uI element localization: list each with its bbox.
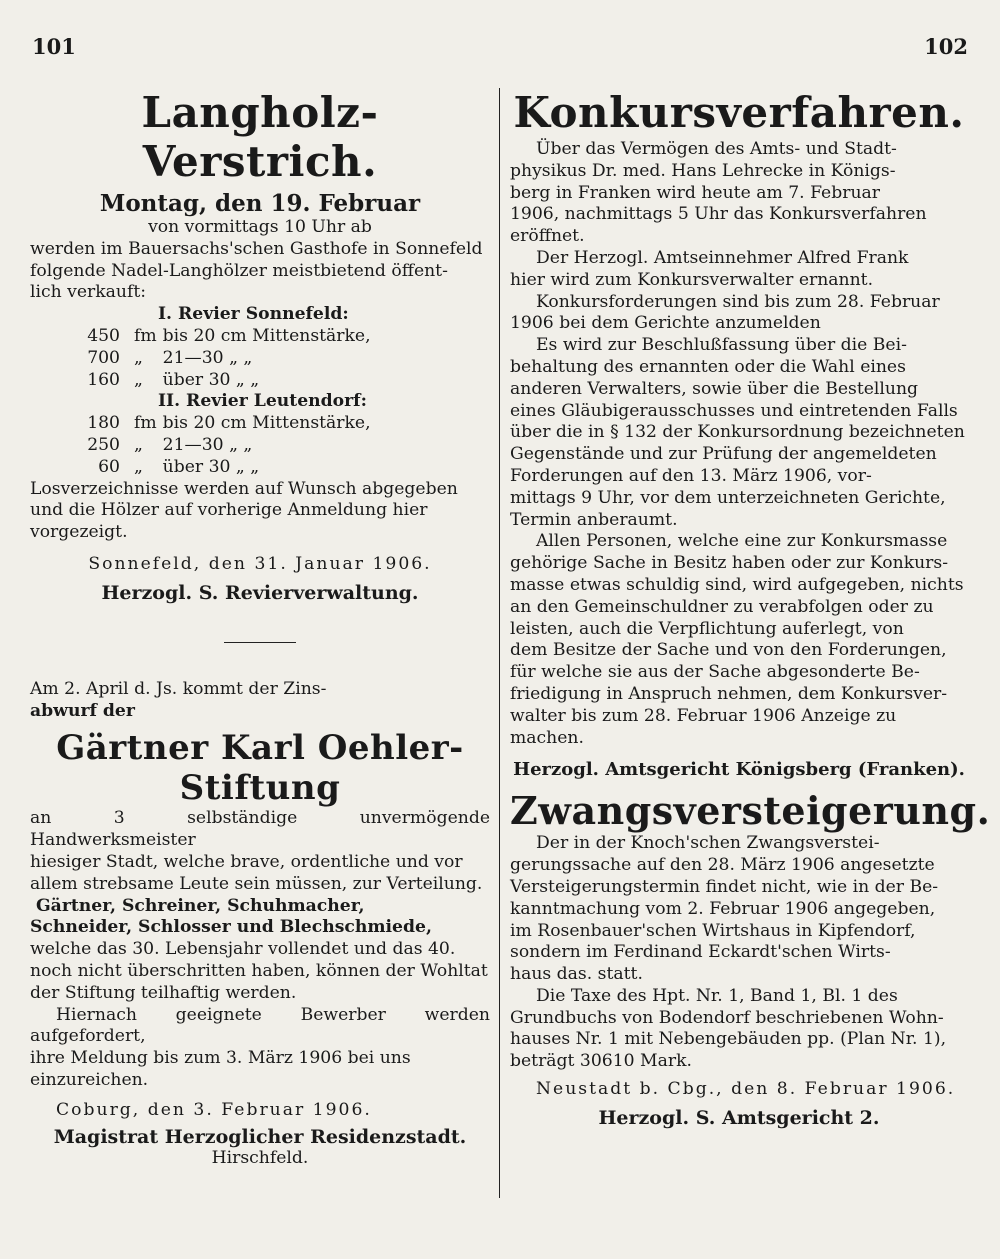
notice-title: Gärtner Karl Oehler-Stiftung xyxy=(56,728,464,809)
page-number-right: 102 xyxy=(924,34,968,59)
body-line: dem Besitze der Sache und von den Forderungen, xyxy=(510,640,947,661)
body-line: Gegenstände und zur Prüfung der angemeldeten xyxy=(510,444,937,465)
intro-line: werden im Bauersachs'schen Gasthofe in Sonnefeld xyxy=(30,238,483,259)
konkurs-notice xyxy=(510,88,968,780)
body-line: Die Taxe des Hpt. Nr. 1, Band 1, Bl. 1 des xyxy=(536,985,898,1006)
table-cell: „ xyxy=(134,369,143,390)
body-line: Gärtner, Schreiner, Schuhmacher, xyxy=(36,895,365,916)
stiftung-notice xyxy=(30,679,490,1170)
table-row xyxy=(76,435,377,457)
separator-rule xyxy=(224,642,296,643)
body-line: Grundbuchs von Bodendorf beschriebenen Wohn- xyxy=(510,1007,944,1028)
body-line: anderen Verwalters, sowie über die Bestellung xyxy=(510,378,919,399)
body-line: Hiernach geeignete Bewerber werden aufgefordert, xyxy=(30,1004,490,1047)
body-line: 1906, nachmittags 5 Uhr das Konkursverfahren xyxy=(510,204,927,225)
body-line: berg in Franken wird heute am 7. Februar xyxy=(510,182,880,203)
body-line: Versteigerungstermin findet nicht, wie in der Be- xyxy=(510,876,939,897)
table-cell: 250 xyxy=(87,434,120,455)
table-cell: fm xyxy=(134,325,157,346)
body-line: leisten, auch die Verpflichtung auferlegt, von xyxy=(510,618,904,639)
body-line: ihre Meldung bis zum 3. März 1906 bei uns xyxy=(30,1048,411,1069)
signature: Herzogl. S. Amtsgericht 2. xyxy=(598,1106,880,1129)
table-cell: 160 xyxy=(87,369,120,390)
revier-table xyxy=(76,413,377,478)
table-cell: 700 xyxy=(87,347,120,368)
notice-title: Langholz-Verstrich. xyxy=(141,88,379,186)
body-line: eröffnet. xyxy=(510,226,585,247)
table-cell: 180 xyxy=(87,413,120,434)
table-cell: über 30 „ „ xyxy=(162,456,260,477)
notice-title: Konkursverfahren. xyxy=(513,88,965,137)
table-cell: bis 20 cm Mittenstärke, xyxy=(162,325,371,346)
revier-heading: I. Revier Sonnefeld: xyxy=(158,304,349,325)
revier-table xyxy=(76,326,377,391)
closing-line: vorgezeigt. xyxy=(30,522,128,543)
body-line: Termin anberaumt. xyxy=(510,509,678,530)
body-line: 1906 bei dem Gerichte anzumelden xyxy=(510,313,821,334)
table-row xyxy=(76,348,377,370)
intro-line: lich verkauft: xyxy=(30,282,147,303)
body-line: kanntmachung vom 2. Februar 1906 angegeben, xyxy=(510,898,936,919)
body-line: mittags 9 Uhr, vor dem unterzeichneten Gerichte, xyxy=(510,487,946,508)
langholz-notice xyxy=(30,88,490,604)
signer-name: Hirschfeld. xyxy=(211,1147,309,1168)
body-line: an den Gemeinschuldner zu verabfolgen oder zu xyxy=(510,596,934,617)
intro-line: folgende Nadel-Langhölzer meistbietend öffent- xyxy=(30,260,448,281)
body-line: physikus Dr. med. Hans Lehrecke in Königs- xyxy=(510,160,896,181)
body-line: walter bis zum 28. Februar 1906 Anzeige zu xyxy=(510,705,897,726)
signature: Magistrat Herzoglicher Residenzstadt. xyxy=(53,1125,467,1148)
intro-line: abwurf der xyxy=(30,700,135,721)
intro-line: Am 2. April d. Js. kommt der Zins- xyxy=(30,678,327,699)
body-line: Schneider, Schlosser und Blechschmiede, xyxy=(30,917,432,938)
revier-heading: II. Revier Leutendorf: xyxy=(158,391,367,412)
body-line: Der Herzogl. Amtseinnehmer Alfred Frank xyxy=(536,247,909,268)
table-row xyxy=(76,326,377,348)
body-line: hauses Nr. 1 mit Nebengebäuden pp. (Plan Nr. 1), xyxy=(510,1029,947,1050)
closing-line: und die Hölzer auf vorherige Anmeldung hier xyxy=(30,500,428,521)
table-cell: „ xyxy=(134,347,143,368)
body-line: sondern im Ferdinand Eckardt'schen Wirts- xyxy=(510,942,891,963)
body-line: beträgt 30610 Mark. xyxy=(510,1051,692,1072)
body-line: hiesiger Stadt, welche brave, ordentliche und vor xyxy=(30,851,463,872)
body-line: an 3 selbständige unvermögende Handwerksmeister xyxy=(30,808,490,851)
body-line: für welche sie aus der Sache abgesonderte Be- xyxy=(510,662,920,683)
auction-date-line: Montag, den 19. Februar xyxy=(99,190,421,217)
right-column xyxy=(510,82,991,1129)
table-cell: über 30 „ „ xyxy=(162,369,260,390)
closing-line: Losverzeichnisse werden auf Wunsch abgegeben xyxy=(30,478,458,499)
place-date: Neustadt b. Cbg., den 8. Februar 1906. xyxy=(536,1079,956,1100)
table-cell: 21—30 „ „ xyxy=(162,434,253,455)
table-row xyxy=(76,457,377,479)
body-line: eines Gläubigerausschusses und eintretenden Falls xyxy=(510,400,958,421)
body-line: im Rosenbauer'schen Wirtshaus in Kipfendorf, xyxy=(510,920,916,941)
body-line: hier wird zum Konkursverwalter ernannt. xyxy=(510,269,874,290)
table-cell: bis 20 cm Mittenstärke, xyxy=(162,413,371,434)
body-line: behaltung des ernannten oder die Wahl eines xyxy=(510,356,906,377)
body-line: Der in der Knoch'schen Zwangsverstei- xyxy=(536,833,880,854)
body-line: Es wird zur Beschlußfassung über die Bei- xyxy=(536,335,907,356)
table-cell: 21—30 „ „ xyxy=(162,347,253,368)
table-cell: 60 xyxy=(98,456,120,477)
table-cell: „ xyxy=(134,434,143,455)
place-date: Sonnefeld, den 31. Januar 1906. xyxy=(88,553,432,574)
body-line: Forderungen auf den 13. März 1906, vor- xyxy=(510,465,872,486)
left-column xyxy=(30,82,490,1169)
place-date: Coburg, den 3. Februar 1906. xyxy=(56,1099,372,1120)
signature: Herzogl. S. Revierverwaltung. xyxy=(101,581,419,604)
table-row xyxy=(76,370,377,392)
table-cell: 450 xyxy=(87,325,120,346)
body-line: noch nicht überschritten haben, können der Wohltat xyxy=(30,960,488,981)
body-line: haus das. statt. xyxy=(510,964,643,985)
notice-title: Zwangsversteigerung. xyxy=(510,788,991,834)
body-line: friedigung in Anspruch nehmen, dem Konkursver- xyxy=(510,683,948,704)
body-line: allem strebsame Leute sein müssen, zur Verteilung. xyxy=(30,873,483,894)
table-row xyxy=(76,413,377,435)
body-line: gehörige Sache in Besitz haben oder zur Konkurs- xyxy=(510,553,949,574)
body-line: einzureichen. xyxy=(30,1069,149,1090)
body-line: über die in § 132 der Konkursordnung bezeichneten xyxy=(510,422,965,443)
page-number-left: 101 xyxy=(32,34,76,59)
body-line: Über das Vermögen des Amts- und Stadt- xyxy=(536,139,897,159)
body-line: Konkursforderungen sind bis zum 28. Februar xyxy=(536,291,940,312)
signature: Herzogl. Amtsgericht Königsberg (Franken). xyxy=(513,759,965,781)
column-divider xyxy=(499,88,500,1198)
table-cell: „ xyxy=(134,456,143,477)
body-line: welche das 30. Lebensjahr vollendet und das 40. xyxy=(30,939,456,960)
body-line: masse etwas schuldig sind, wird aufgegeben, nichts xyxy=(510,574,964,595)
intro-line: von vormittags 10 Uhr ab xyxy=(148,217,372,237)
body-line: gerungssache auf den 28. März 1906 angesetzte xyxy=(510,855,935,876)
body-line: machen. xyxy=(510,727,584,748)
zwangsversteigerung-notice xyxy=(510,788,991,1129)
body-line: Allen Personen, welche eine zur Konkursmasse xyxy=(536,531,948,552)
table-cell: fm xyxy=(134,413,157,434)
body-line: der Stiftung teilhaftig werden. xyxy=(30,982,297,1003)
